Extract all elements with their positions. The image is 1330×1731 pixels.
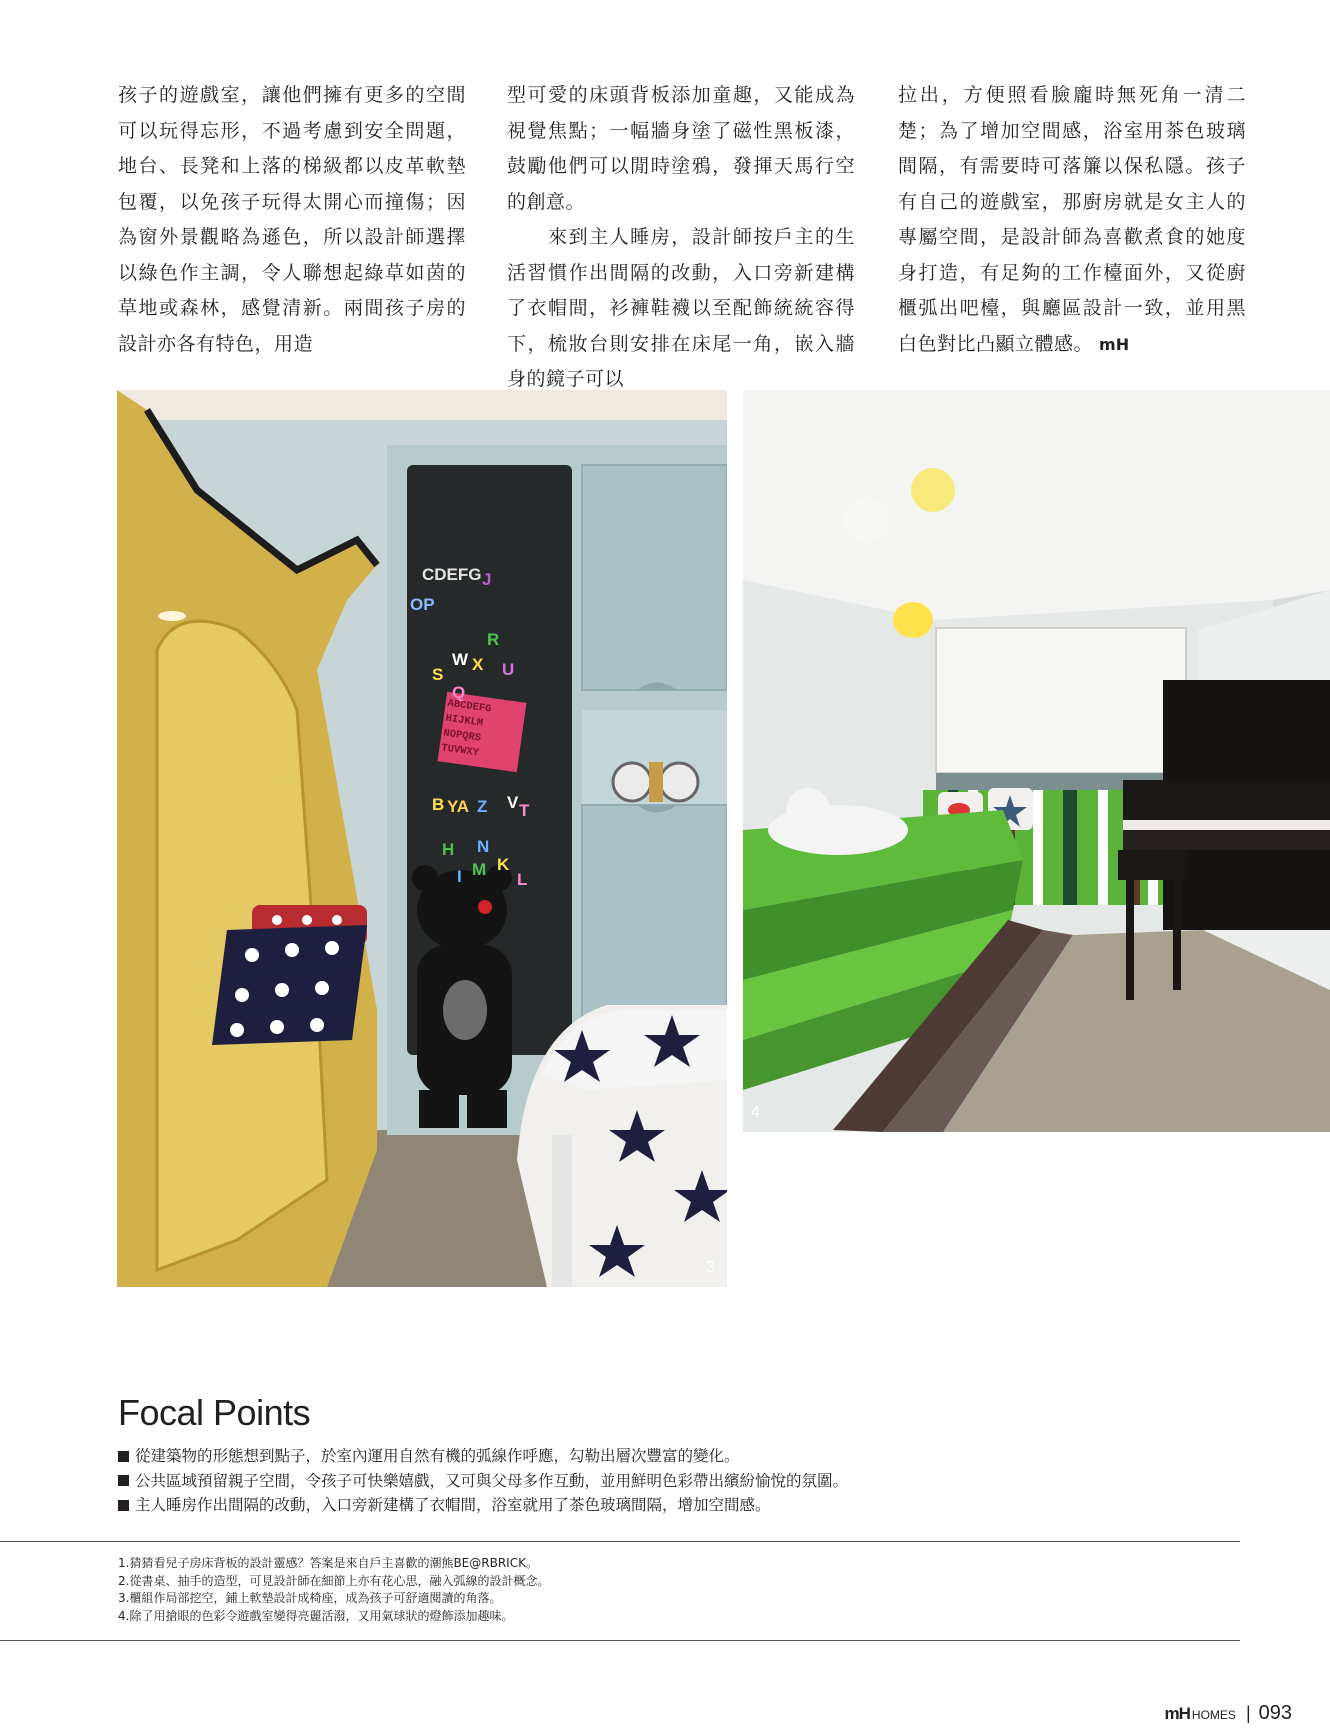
focal-point-item <box>118 1444 848 1469</box>
end-mark-logo: mH <box>1099 334 1130 354</box>
alphabet-row: NOPQRS <box>442 727 482 745</box>
caption: 4.除了用搶眼的色彩令遊戲室變得亮麗活潑，又用氣球狀的燈飾添加趣味。 <box>118 1608 514 1623</box>
alphabet-row: TUVWXY <box>440 742 480 760</box>
chalkboard-letters <box>410 565 562 985</box>
letter: Q <box>452 683 466 702</box>
body-text-column-1 <box>118 78 466 362</box>
letter: N <box>477 837 490 856</box>
letter: I <box>457 867 462 886</box>
letter: V <box>507 793 519 812</box>
photo-number: 3 <box>706 1259 715 1276</box>
balloon-lamp <box>911 468 955 512</box>
focal-point-text: 從建築物的形態想到點子，於室內運用自然有機的弧線作呼應，勾勒出層次豐富的變化。 <box>135 1447 740 1465</box>
alphabet-block <box>440 697 528 768</box>
letter: S <box>432 665 444 684</box>
playroom-illustration <box>743 390 1330 1132</box>
focal-point-text: 公共區域預留親子空間，令孩子可快樂嬉戲，又可與父母多作互動，並用鮮明色彩帶出繽紛愉悅的氛圍。 <box>135 1471 849 1490</box>
letter: L <box>517 870 528 889</box>
body-text-column-3 <box>898 78 1246 362</box>
magazine-brand: HOMES <box>1191 1708 1236 1722</box>
footer-separator: | <box>1245 1703 1251 1723</box>
focal-point-item <box>118 1469 848 1494</box>
focal-point-item <box>118 1493 848 1518</box>
alphabet-row: HIJKLM <box>444 712 484 730</box>
letter: CDEFG <box>422 565 482 584</box>
paragraph: 孩子的遊戲室，讓他們擁有更多的空間可以玩得忘形，不過考慮到安全問題，地台、長凳和上落的梯級都以皮革軟墊包覆，以免孩子玩得太開心而撞傷；因為窗外景觀略為遜色，所以設計師選擇以綠色作主調，令人聯想起綠草如茵的草地或森林，感覺清新。兩間孩子房的設計亦各有特色，用造 <box>118 84 466 355</box>
paragraph: 來到主人睡房，設計師按戶主的生活習慣作出間隔的改動，入口旁新建構了衣帽間，衫褲鞋襪以至配飾統統容得下，梳妝台則安排在床尾一角，嵌入牆身的鏡子可以 <box>507 226 855 390</box>
caption: 3.櫃組作局部挖空，鋪上軟墊設計成椅座，成為孩子可舒適閱讀的角落。 <box>118 1591 502 1605</box>
letter: Z <box>477 797 488 816</box>
letter: W <box>452 650 469 669</box>
focal-points-list <box>118 1444 848 1518</box>
square-bullet-icon <box>118 1500 129 1511</box>
letter: T <box>519 801 530 820</box>
page-footer <box>1165 1702 1292 1725</box>
divider <box>0 1541 1240 1542</box>
square-bullet-icon <box>118 1475 129 1486</box>
letter: X <box>472 655 484 674</box>
letter: K <box>497 855 510 874</box>
focal-points-title: Focal Points <box>118 1392 311 1433</box>
letter: J <box>482 570 492 589</box>
photo-kids-bedroom <box>117 390 727 1287</box>
divider <box>0 1640 1240 1641</box>
paragraph: 型可愛的床頭背板添加童趣，又能成為視覺焦點；一幅牆身塗了磁性黑板漆，鼓勵他們可以閒時塗鴉，發揮天馬行空的創意。 <box>507 84 855 213</box>
focal-point-text: 主人睡房作出間隔的改動，入口旁新建構了衣帽間，浴室就用了茶色玻璃間隔，增加空間感。 <box>135 1496 771 1514</box>
paragraph-text: 拉出，方便照看臉龐時無死角一清二楚；為了增加空間感，浴室用茶色玻璃間隔，有需要時可落簾以保私隱。孩子有自己的遊戲室，那廚房就是女主人的專屬空間，是設計師為喜歡煮食的她度身打造，有足夠的工作檯面外，又從廚櫃弧出吧檯，與廳區設計一致，並用黑白色對比凸顯立體感。 <box>898 84 1246 355</box>
letter: M <box>472 860 487 879</box>
balloon-lamp <box>842 498 890 542</box>
letter: U <box>502 660 515 679</box>
caption: 1.猜猜看兒子房床背板的設計靈感？答案是來自戶主喜歡的潮熊BE@RBRICK。 <box>118 1556 538 1570</box>
alphabet-row: ABCDEFG <box>446 697 493 716</box>
photo-captions <box>118 1555 549 1625</box>
page-number: 093 <box>1258 1702 1292 1724</box>
photo-number: 4 <box>751 1104 760 1121</box>
letter: B <box>432 795 445 814</box>
photo-playroom <box>743 390 1330 1132</box>
letter: R <box>487 630 500 649</box>
letter: YA <box>447 797 470 816</box>
paragraph <box>898 78 1246 362</box>
caption: 2.從書桌、抽手的造型，可見設計師在細節上亦有花心思，融入弧線的設計概念。 <box>118 1573 550 1588</box>
magazine-logo: mH <box>1164 1704 1190 1723</box>
letter: H <box>442 840 455 859</box>
letter: OP <box>410 595 435 614</box>
square-bullet-icon <box>118 1451 129 1462</box>
body-text-column-2 <box>507 78 855 398</box>
balloon-lamp <box>893 602 933 638</box>
